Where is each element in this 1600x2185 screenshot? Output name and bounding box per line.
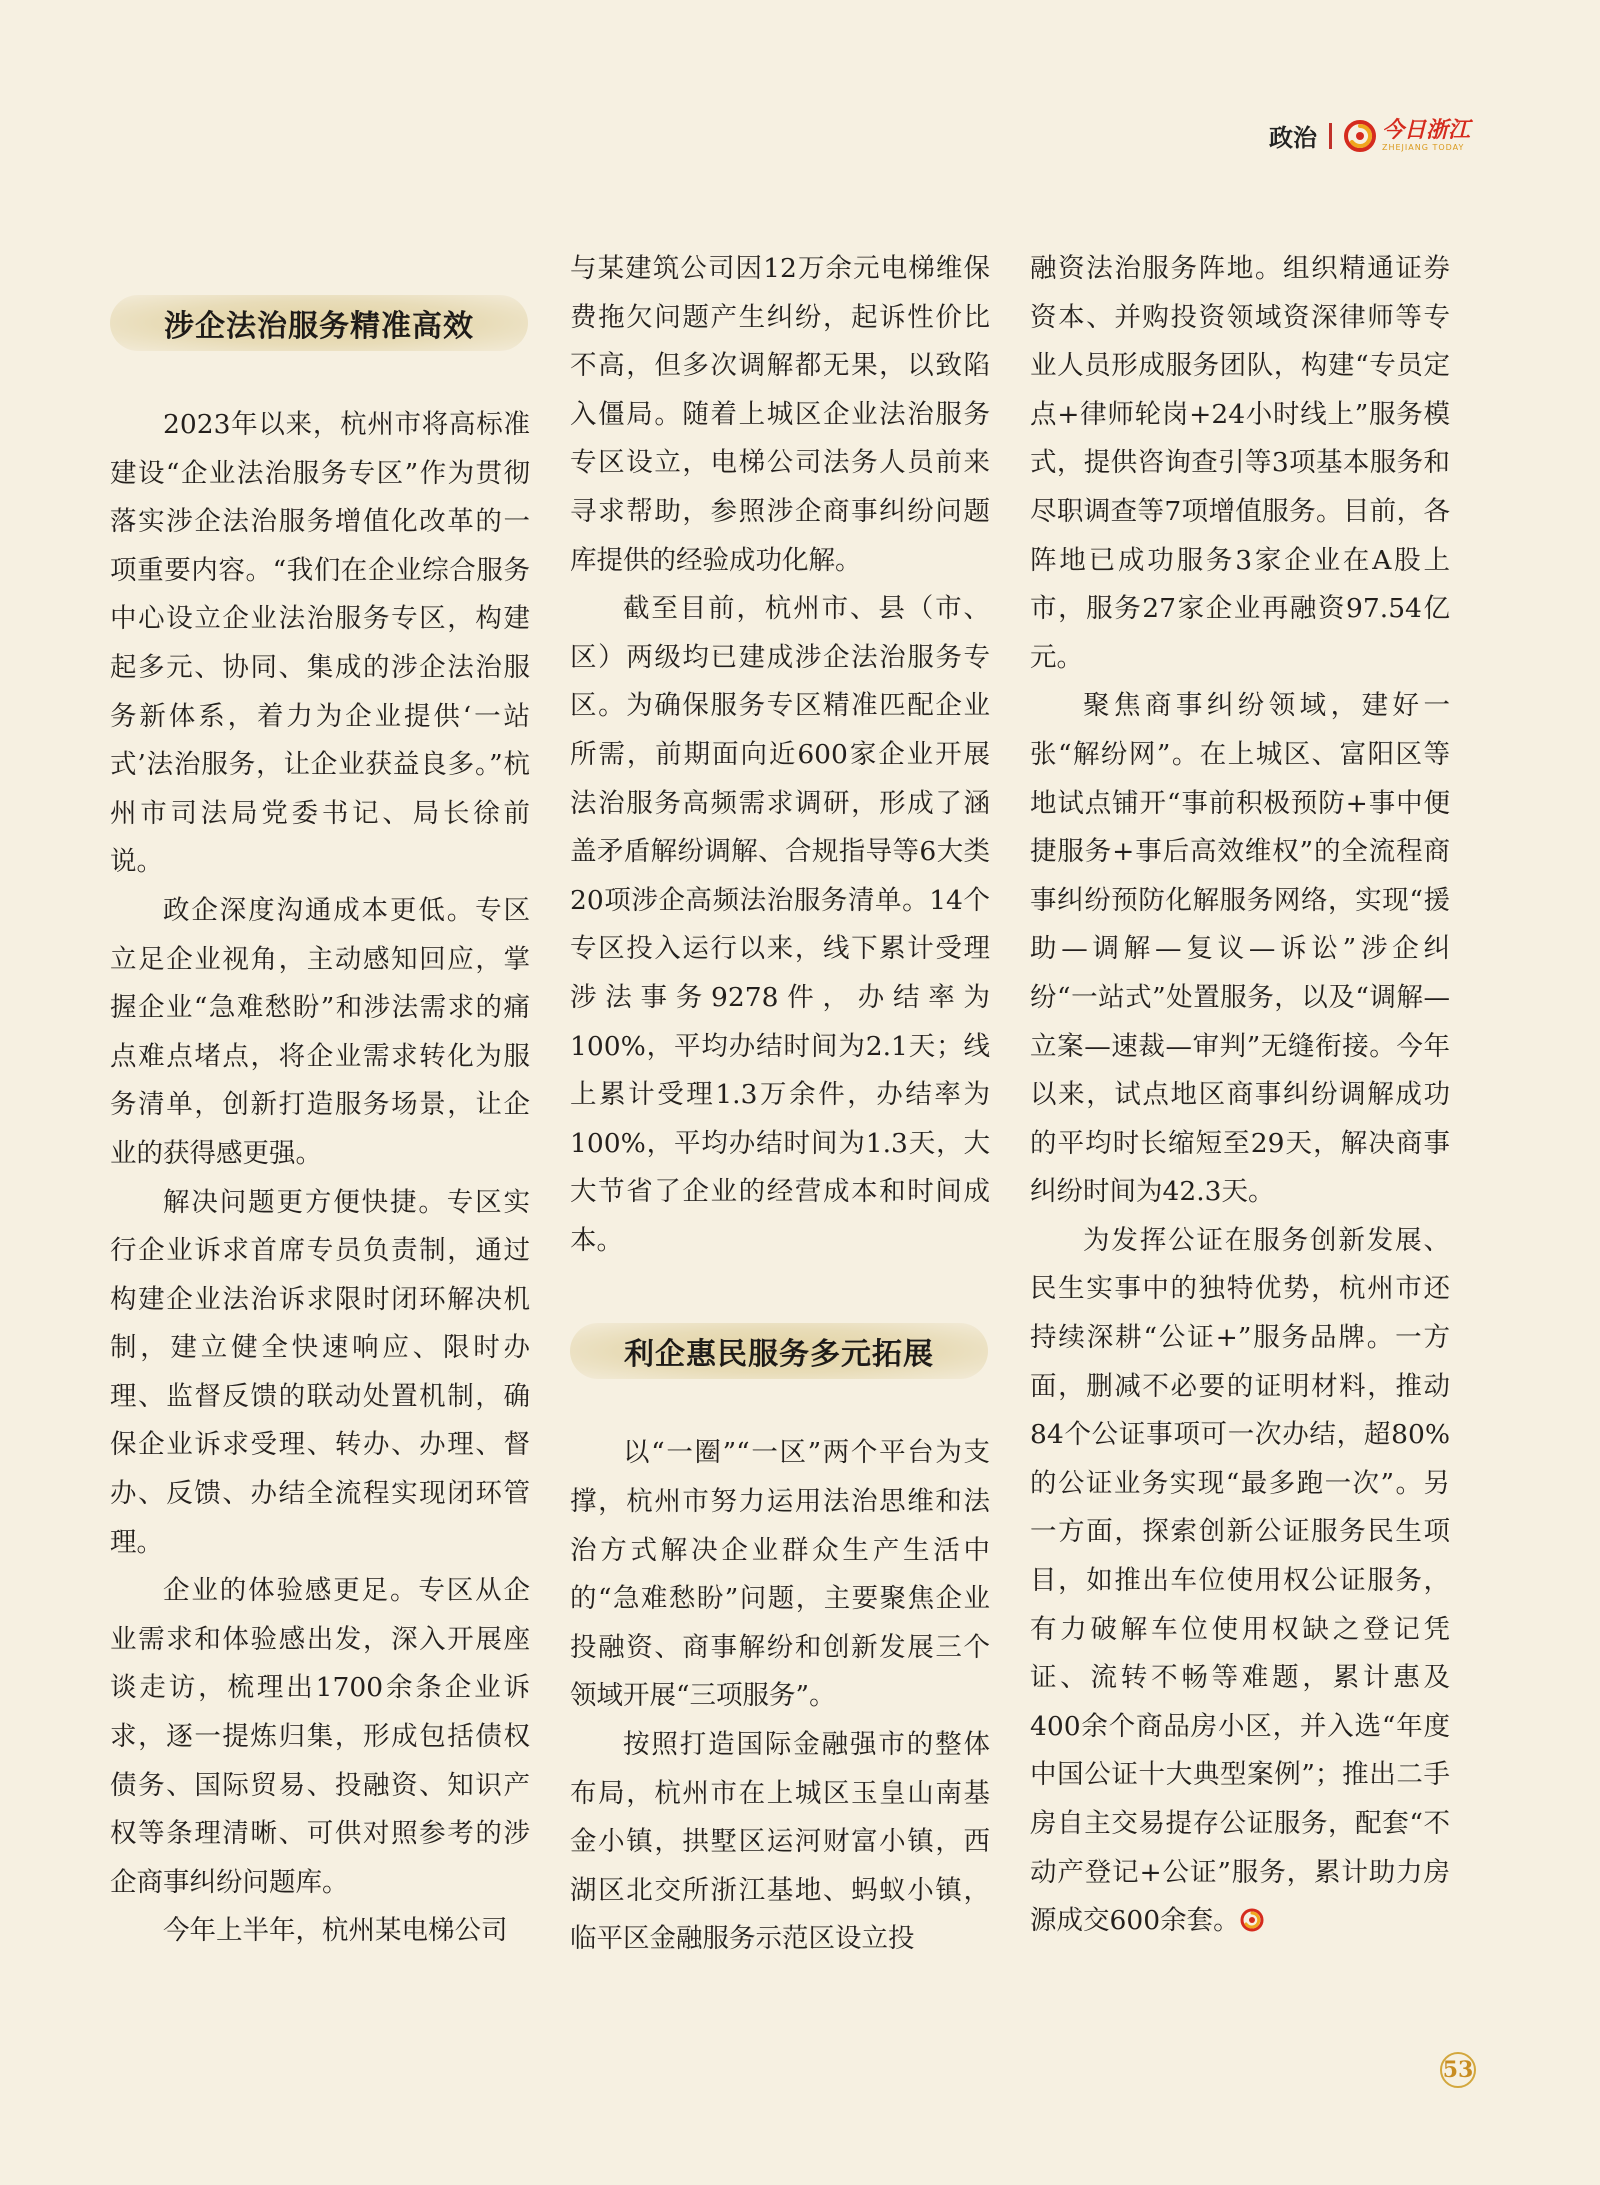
logo-english: ZHEJIANG TODAY [1381,142,1465,152]
paragraph: 2023年以来，杭州市将高标准建设“企业法治服务专区”作为贯彻落实涉企法治服务增值化改革的一项重要内容。“我们在企业综合服务中心设立企业法治服务专区，构建起多元、协同、集成的涉企法治服务新体系，着力为企业提供‘一站式’法治服务，让企业获益良多。”杭州市司法局党委书记、局长徐前说。 [110,409,530,878]
page-number: 53 [1440,2052,1476,2088]
section-title-2: 利企惠民服务多元拓展 [570,1323,988,1379]
paragraph: 今年上半年，杭州某电梯公司 [163,1915,508,1947]
paragraph: 按照打造国际金融强市的整体布局，杭州市在上城区玉皇山南基金小镇，拱墅区运河财富小镇，西湖区北交所浙江基地、蚂蚁小镇，临平区金融服务示范区设立投 [570,1729,990,1955]
paragraph: 政企深度沟通成本更低。专区立足企业视角，主动感知回应，掌握企业“急难愁盼”和涉法需求的痛点难点堵点，将企业需求转化为服务清单，创新打造服务场景，让企业的获得感更强。 [110,894,530,1169]
header-divider [1329,123,1332,149]
paragraph: 以“一圈”“一区”两个平台为支撑，杭州市努力运用法治思维和法治方式解决企业群众生产生活中的“急难愁盼”问题，主要聚焦企业投融资、商事解纷和创新发展三个领域开展“三项服务”。 [570,1437,990,1712]
paragraph-text: 为发挥公证在服务创新发展、民生实事中的独特优势，杭州市还持续深耕“公证+”服务品牌。一方面，删减不必要的证明材料，推动84个公证事项可一次办结，超80%的公证业务实现“最多跑一次”。另一方面，探索创新公证服务民生项目，如推出车位使用权公证服务，有力破解车位使用权缺之登记凭证、流转不畅等难题，累计惠及400余个商品房小区，并入选“年度中国公证十大典型案例”；推出二手房自主交易提存公证服务，配套“不动产登记+公证”服务，累计助力房源成交600余套。 [1030,1224,1450,1937]
paragraph: 解决问题更方便快捷。专区实行企业诉求首席专员负责制，通过构建企业法治诉求限时闭环解决机制，建立健全快速响应、限时办理、监督反馈的联动处置机制，确保企业诉求受理、转办、办理、督办、反馈、办结全流程实现闭环管理。 [110,1186,530,1558]
end-mark-icon [1240,1908,1264,1932]
section-label: 政治 [1268,124,1317,152]
column-3 [1030,245,1450,1946]
page-header [1269,118,1470,153]
paragraph-continued: 与某建筑公司因12万余元电梯维保费拖欠问题产生纠纷，起诉性价比不高，但多次调解都无果，以致陷入僵局。随着上城区企业法治服务专区设立，电梯公司法务人员前来寻求帮助，参照涉企商事纠纷问题库提供的经验成功化解。 [570,253,990,576]
section-title-1: 涉企法治服务精准高效 [110,295,528,351]
logo-chinese: 今日浙江 [1381,117,1470,143]
magazine-logo [1344,117,1470,152]
paragraph: 聚焦商事纠纷领域，建好一张“解纷网”。在上城区、富阳区等地试点铺开“事前积极预防+事中便捷服务+事后高效维权”的全流程商事纠纷预防化解服务网络，实现“援助—调解—复议—诉讼”涉企纠纷“一站式”处置服务，以及“调解—立案—速裁—审判”无缝衔接。今年以来，试点地区商事纠纷调解成功的平均时长缩短至29天，解决商事纠纷时间为42.3天。 [1030,690,1450,1208]
swirl-logo-icon [1344,120,1376,152]
column-1 [110,283,530,1956]
paragraph: 企业的体验感更足。专区从企业需求和体验感出发，深入开展座谈走访，梳理出1700余条企业诉求，逐一提炼归集，形成包括债权债务、国际贸易、投融资、知识产权等条理清晰、可供对照参考的涉企商事纠纷问题库。 [110,1575,530,1898]
paragraph-final [1030,1217,1450,1946]
column-2 [570,245,990,1964]
paragraph: 截至目前，杭州市、县（市、区）两级均已建成涉企法治服务专区。为确保服务专区精准匹配企业所需，前期面向近600家企业开展法治服务高频需求调研，形成了涵盖矛盾解纷调解、合规指导等6大类20项涉企高频法治服务清单。14个专区投入运行以来，线下累计受理涉法事务9278件，办结率为100%，平均办结时间为2.1天；线上累计受理1.3万余件，办结率为100%，平均办结时间为1.3天，大大节省了企业的经营成本和时间成本。 [570,593,990,1256]
paragraph-continued: 融资法治服务阵地。组织精通证券资本、并购投资领域资深律师等专业人员形成服务团队，构建“专员定点+律师轮岗+24小时线上”服务模式，提供咨询查引等3项基本服务和尽职调查等7项增值服务。目前，各阵地已成功服务3家企业在A股上市，服务27家企业再融资97.54亿元。 [1030,253,1450,673]
